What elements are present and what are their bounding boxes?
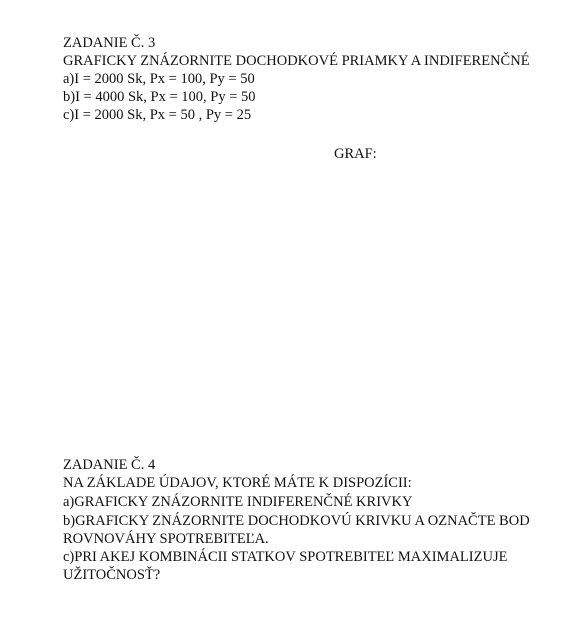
graph-label: GRAF:	[334, 146, 377, 162]
task-4-heading: ZADANIE Č. 4	[63, 457, 156, 473]
task-3-instruction: GRAFICKY ZNÁZORNITE DOCHODKOVÉ PRIAMKY A INDIFERENČNÉ	[63, 53, 530, 69]
task-3-item-b: b)I = 4000 Sk, Px = 100, Py = 50	[63, 89, 256, 105]
task-4-item-c: c)PRI AKEJ KOMBINÁCII STATKOV SPOTREBITEĽ MAXIMALIZUJE	[63, 549, 508, 565]
task-3-heading: ZADANIE Č. 3	[63, 35, 156, 51]
task-4-instruction: NA ZÁKLADE ÚDAJOV, KTORÉ MÁTE K DISPOZÍCII:	[63, 475, 412, 491]
task-4-item-a: a)GRAFICKY ZNÁZORNITE INDIFERENČNÉ KRIVKY	[63, 494, 413, 510]
task-4-item-c-continuation: UŽITOČNOSŤ?	[63, 567, 161, 583]
task-4-item-b-continuation: ROVNOVÁHY SPOTREBITEĽA.	[63, 531, 269, 547]
blank-graph-area	[63, 170, 582, 450]
task-3-item-a: a)I = 2000 Sk, Px = 100, Py = 50	[63, 71, 255, 87]
task-4-item-b: b)GRAFICKY ZNÁZORNITE DOCHODKOVÚ KRIVKU A OZNAČTE BOD	[63, 513, 530, 529]
task-3-item-c: c)I = 2000 Sk, Px = 50 , Py = 25	[63, 107, 252, 123]
